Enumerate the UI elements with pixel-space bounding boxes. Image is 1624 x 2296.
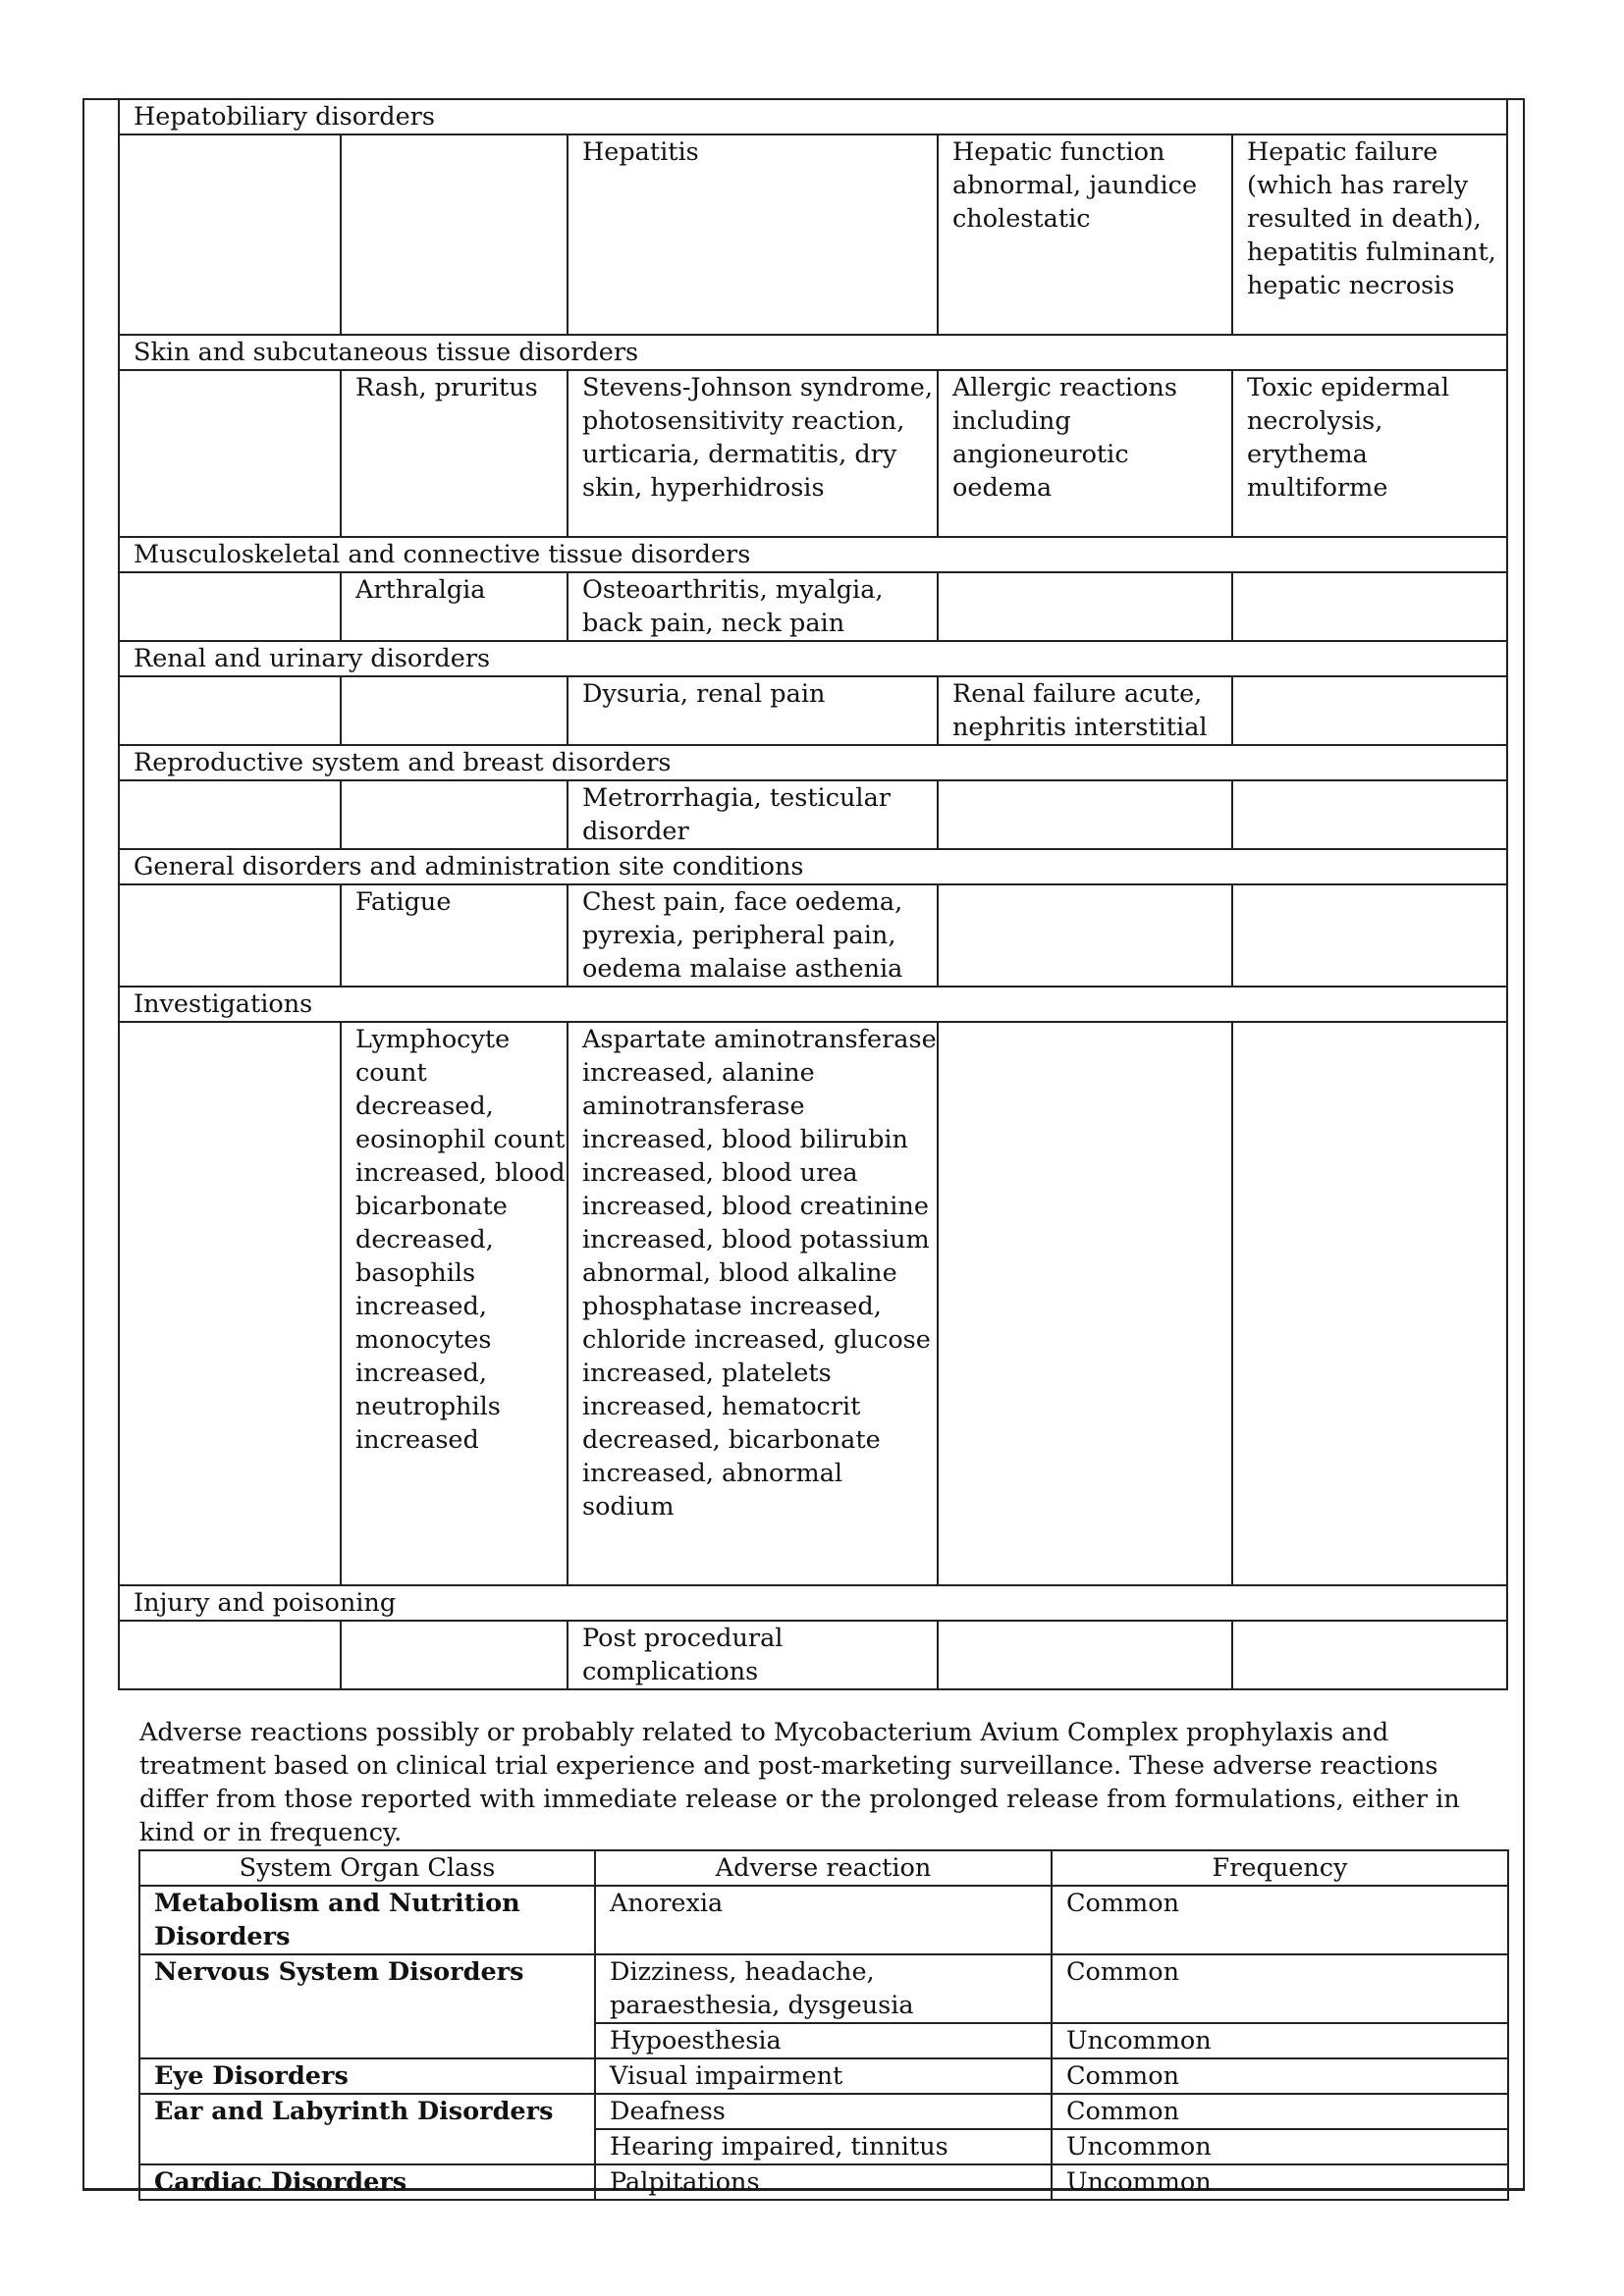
table-cell <box>938 1621 1232 1689</box>
column-header: Frequency <box>1052 1850 1508 1886</box>
table-row <box>139 1954 1508 2023</box>
table-cell: Fatigue <box>341 884 568 987</box>
table-cell <box>119 370 341 537</box>
section-title: Injury and poisoning <box>119 1585 1507 1621</box>
table-cell <box>938 884 1232 987</box>
table-row <box>139 2094 1508 2129</box>
table-cell <box>119 884 341 987</box>
table-cell: Chest pain, face oedema, pyrexia, peripheral pain, oedema malaise asthenia <box>568 884 938 987</box>
table-cell: Dysuria, renal pain <box>568 676 938 745</box>
table-cell <box>341 1621 568 1689</box>
table-cell <box>119 134 341 335</box>
table-row <box>139 2058 1508 2094</box>
column-header: Adverse reaction <box>595 1850 1052 1886</box>
section-title: Reproductive system and breast disorders <box>119 745 1507 780</box>
section-row <box>119 335 1507 370</box>
table-row <box>119 780 1507 849</box>
table-cell <box>1232 780 1507 849</box>
table-row <box>139 2164 1508 2200</box>
table-cell <box>1232 1022 1507 1585</box>
paragraph-note: Adverse reactions possibly or probably related to Mycobacterium Avium Complex prophylaxis and treatment based on clinical trial experience and post-marketing surveillance. These adverse reactions differ from those reported with immediate release or the prolonged release from formulations, either in kind or in frequency. <box>139 1718 1460 1847</box>
table-cell <box>1232 884 1507 987</box>
section-title: Investigations <box>119 987 1507 1022</box>
section-row <box>119 1585 1507 1621</box>
frequency-cell: Uncommon <box>1052 2129 1508 2164</box>
reaction-cell: Hearing impaired, tinnitus <box>595 2129 1052 2164</box>
table-cell: Lymphocyte count decreased, eosinophil count increased, blood bicarbonate decreased, basophils increased, monocytes increased, neutrophils increased <box>341 1022 568 1585</box>
section-row <box>119 849 1507 884</box>
section-title: General disorders and administration site conditions <box>119 849 1507 884</box>
table-cell: Osteoarthritis, myalgia, back pain, neck pain <box>568 572 938 641</box>
table-row <box>119 1022 1507 1585</box>
soc-cell: Cardiac Disorders <box>139 2164 595 2200</box>
frequency-cell: Common <box>1052 1886 1508 1954</box>
section-title: Hepatobiliary disorders <box>119 99 1507 134</box>
mac-adverse-reactions-table <box>138 1849 1509 2201</box>
section-title: Skin and subcutaneous tissue disorders <box>119 335 1507 370</box>
reaction-cell: Dizziness, headache, paraesthesia, dysgeusia <box>595 1954 1052 2023</box>
table-row <box>119 1621 1507 1689</box>
frequency-cell: Common <box>1052 2058 1508 2094</box>
header-row <box>139 1850 1508 1886</box>
table-row <box>119 370 1507 537</box>
table-cell <box>119 572 341 641</box>
frequency-cell: Common <box>1052 2094 1508 2129</box>
table-row <box>119 884 1507 987</box>
reaction-cell: Hypoesthesia <box>595 2023 1052 2058</box>
section-row <box>119 537 1507 572</box>
table-cell: Hepatic function abnormal, jaundice cholestatic <box>938 134 1232 335</box>
section-row <box>119 987 1507 1022</box>
table-row <box>119 676 1507 745</box>
table-cell: Arthralgia <box>341 572 568 641</box>
table-cell: Hepatitis <box>568 134 938 335</box>
table-cell: Hepatic failure (which has rarely resulted in death), hepatitis fulminant, hepatic necrosis <box>1232 134 1507 335</box>
table-cell <box>1232 676 1507 745</box>
table-cell <box>119 676 341 745</box>
table-cell <box>341 676 568 745</box>
soc-cell: Eye Disorders <box>139 2058 595 2094</box>
table-cell: Stevens-Johnson syndrome, photosensitivity reaction, urticaria, dermatitis, dry skin, hyperhidrosis <box>568 370 938 537</box>
frequency-cell: Uncommon <box>1052 2023 1508 2058</box>
table-cell <box>938 572 1232 641</box>
table-cell: Renal failure acute, nephritis interstitial <box>938 676 1232 745</box>
reaction-cell: Visual impairment <box>595 2058 1052 2094</box>
table-cell <box>119 1621 341 1689</box>
table-cell <box>938 780 1232 849</box>
table-cell <box>938 1022 1232 1585</box>
section-title: Renal and urinary disorders <box>119 641 1507 676</box>
table-cell: Allergic reactions including angioneurotic oedema <box>938 370 1232 537</box>
soc-cell: Nervous System Disorders <box>139 1954 595 2058</box>
table-cell <box>119 780 341 849</box>
table-cell <box>1232 572 1507 641</box>
soc-cell: Metabolism and Nutrition Disorders <box>139 1886 595 1954</box>
table-row <box>139 1886 1508 1954</box>
reaction-cell: Palpitations <box>595 2164 1052 2200</box>
table-cell: Post procedural complications <box>568 1621 938 1689</box>
table-cell <box>1232 1621 1507 1689</box>
section-row <box>119 641 1507 676</box>
column-header: System Organ Class <box>139 1850 595 1886</box>
table-cell <box>341 134 568 335</box>
section-title: Musculoskeletal and connective tissue disorders <box>119 537 1507 572</box>
frequency-cell: Uncommon <box>1052 2164 1508 2200</box>
table-cell: Rash, pruritus <box>341 370 568 537</box>
table-cell: Metrorrhagia, testicular disorder <box>568 780 938 849</box>
table-cell: Aspartate aminotransferase increased, alanine aminotransferase increased, blood bilirubin increased, blood urea increased, blood creatinine increased, blood potassium abnormal, blood alkaline phosphatase increased, chloride increased, glucose increased, platelets increased, hematocrit decreased, bicarbonate increased, abnormal sodium <box>568 1022 938 1585</box>
reaction-cell: Anorexia <box>595 1886 1052 1954</box>
adverse-reactions-table <box>118 98 1508 1690</box>
section-row <box>119 745 1507 780</box>
table-row <box>119 134 1507 335</box>
frequency-cell: Common <box>1052 1954 1508 2023</box>
table-cell <box>341 780 568 849</box>
section-row <box>119 99 1507 134</box>
soc-cell: Ear and Labyrinth Disorders <box>139 2094 595 2164</box>
table-cell: Toxic epidermal necrolysis, erythema multiforme <box>1232 370 1507 537</box>
table-cell <box>119 1022 341 1585</box>
table-row <box>119 572 1507 641</box>
reaction-cell: Deafness <box>595 2094 1052 2129</box>
